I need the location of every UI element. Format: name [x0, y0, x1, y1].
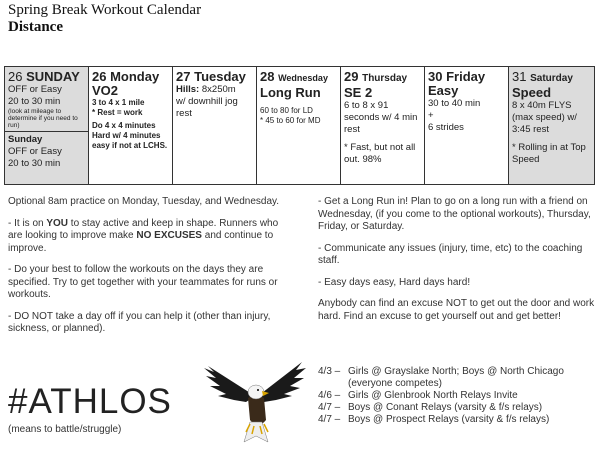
note-paragraph: - It is on YOU to stay active and keep in shape. Runners who are looking to improve make NO EXCUSES and continue to improve. — [8, 217, 279, 254]
note-paragraph: Optional 8am practice on Monday, Tuesday, and Wednesday. — [8, 196, 280, 207]
day-date: 29 — [344, 69, 359, 84]
page-title: Spring Break Workout Calendar — [8, 2, 202, 18]
day-date: 30 — [428, 69, 443, 84]
meet-text: Boys @ Prospect Relays (varsity & f/s relays) — [348, 414, 550, 425]
note-paragraph: Anybody can find an excuse NOT to get out the door and work hard. Find an excuse to get yourself out and get better! — [318, 298, 595, 322]
day-date: 27 — [176, 69, 191, 84]
eagle-icon — [200, 358, 310, 450]
calendar-day-monday — [89, 67, 173, 185]
day-line: 6 to 8 x 91 seconds w/ 4 min rest — [344, 100, 418, 135]
day-line: * Rolling in at Top Speed — [512, 142, 586, 165]
meet-text: Girls @ Glenbrook North Relays Invite — [348, 390, 518, 401]
next-sunday — [5, 131, 88, 170]
day-line: 20 to 30 min — [8, 96, 61, 107]
list-item — [318, 414, 598, 426]
day-line: 6 strides — [428, 122, 464, 133]
day-date: 31 — [512, 69, 527, 84]
workout-name: VO2 — [92, 83, 119, 98]
day-name: Monday — [110, 69, 160, 84]
meet-date: 4/7 – — [318, 402, 341, 413]
meet-date: 4/3 – — [318, 366, 341, 377]
meet-date: 4/6 – — [318, 390, 341, 401]
calendar-day-tuesday — [173, 67, 257, 185]
note-paragraph: - DO NOT take a day off if you can help it (other than injury, sickness, or planned). — [8, 310, 271, 334]
day-line: 8 x 40m FLYS (max speed) w/ 3:45 rest — [512, 100, 577, 135]
list-item — [318, 390, 598, 402]
day-line: OFF or Easy — [8, 84, 62, 95]
meet-date: 4/7 – — [318, 414, 341, 425]
note-paragraph: - Get a Long Run in! Plan to go on a long run with a friend on Wednesday, (if you come to the optional workouts), Thursday, Friday, or Saturday. — [318, 196, 591, 232]
day-line: 3 to 4 x 1 mile — [92, 98, 145, 107]
day-line: 20 to 30 min — [8, 158, 61, 169]
day-line: Do 4 x 4 minutes Hard w/ 4 minutes easy if not at LCHS. — [92, 121, 168, 150]
day-line: w/ downhill jog rest — [176, 96, 238, 119]
day-name: SUNDAY — [26, 69, 80, 84]
meet-text: Girls @ Grayslake North; Boys @ North Chicago (everyone competes) — [348, 366, 564, 389]
left-notes — [8, 196, 283, 345]
day-name: Friday — [446, 69, 486, 84]
day-name: Saturday — [530, 73, 573, 84]
day-line: OFF or Easy — [8, 146, 62, 157]
meet-text: Boys @ Conant Relays (varsity & f/s relays) — [348, 402, 543, 413]
list-item — [318, 402, 598, 414]
hills-label: Hills: — [176, 84, 200, 95]
calendar-day-thursday — [341, 67, 425, 185]
day-line: * Fast, but not all out. 98% — [344, 142, 416, 165]
meet-schedule — [318, 366, 598, 426]
workout-name: Long Run — [260, 85, 321, 100]
calendar-day-sunday — [5, 67, 89, 185]
day-line: * 45 to 60 for MD — [260, 116, 321, 125]
day-date: 26 — [92, 69, 107, 84]
day-line: 60 to 80 for LD — [260, 106, 313, 115]
right-notes — [318, 196, 598, 332]
day-date: 28 — [260, 69, 275, 84]
workout-calendar — [4, 66, 595, 185]
day-name: Tuesday — [194, 69, 246, 84]
workout-name: SE 2 — [344, 85, 373, 100]
day-name: Sunday — [8, 134, 43, 145]
day-line: + — [428, 110, 434, 121]
note-paragraph: - Do your best to follow the workouts on the days they are specified. Try to get together with your teammates for runs or workouts. — [8, 264, 278, 300]
workout-name: Easy — [428, 83, 459, 98]
hills-value: 8x250m — [199, 84, 236, 95]
workout-name: Speed — [512, 85, 552, 100]
day-date: 26 — [8, 69, 23, 84]
list-item — [318, 366, 598, 390]
day-name: Wednesday — [278, 73, 328, 83]
calendar-day-friday — [425, 67, 509, 185]
calendar-day-wednesday — [257, 67, 341, 185]
day-name: Thursday — [362, 73, 408, 84]
day-line: * Rest = work — [92, 108, 143, 117]
hashtag-meaning: (means to battle/struggle) — [8, 424, 122, 435]
note-paragraph: - Easy days easy, Hard days hard! — [318, 276, 471, 288]
day-line: 30 to 40 min — [428, 98, 481, 109]
page-subtitle: Distance — [8, 19, 63, 35]
note-paragraph: - Communicate any issues (injury, time, etc) to the coaching staff. — [318, 242, 583, 266]
calendar-day-saturday — [509, 67, 595, 185]
hashtag-athlos: #ATHLOS — [8, 382, 172, 421]
day-note: (look at mileage to determine if you need to run) — [8, 108, 78, 129]
